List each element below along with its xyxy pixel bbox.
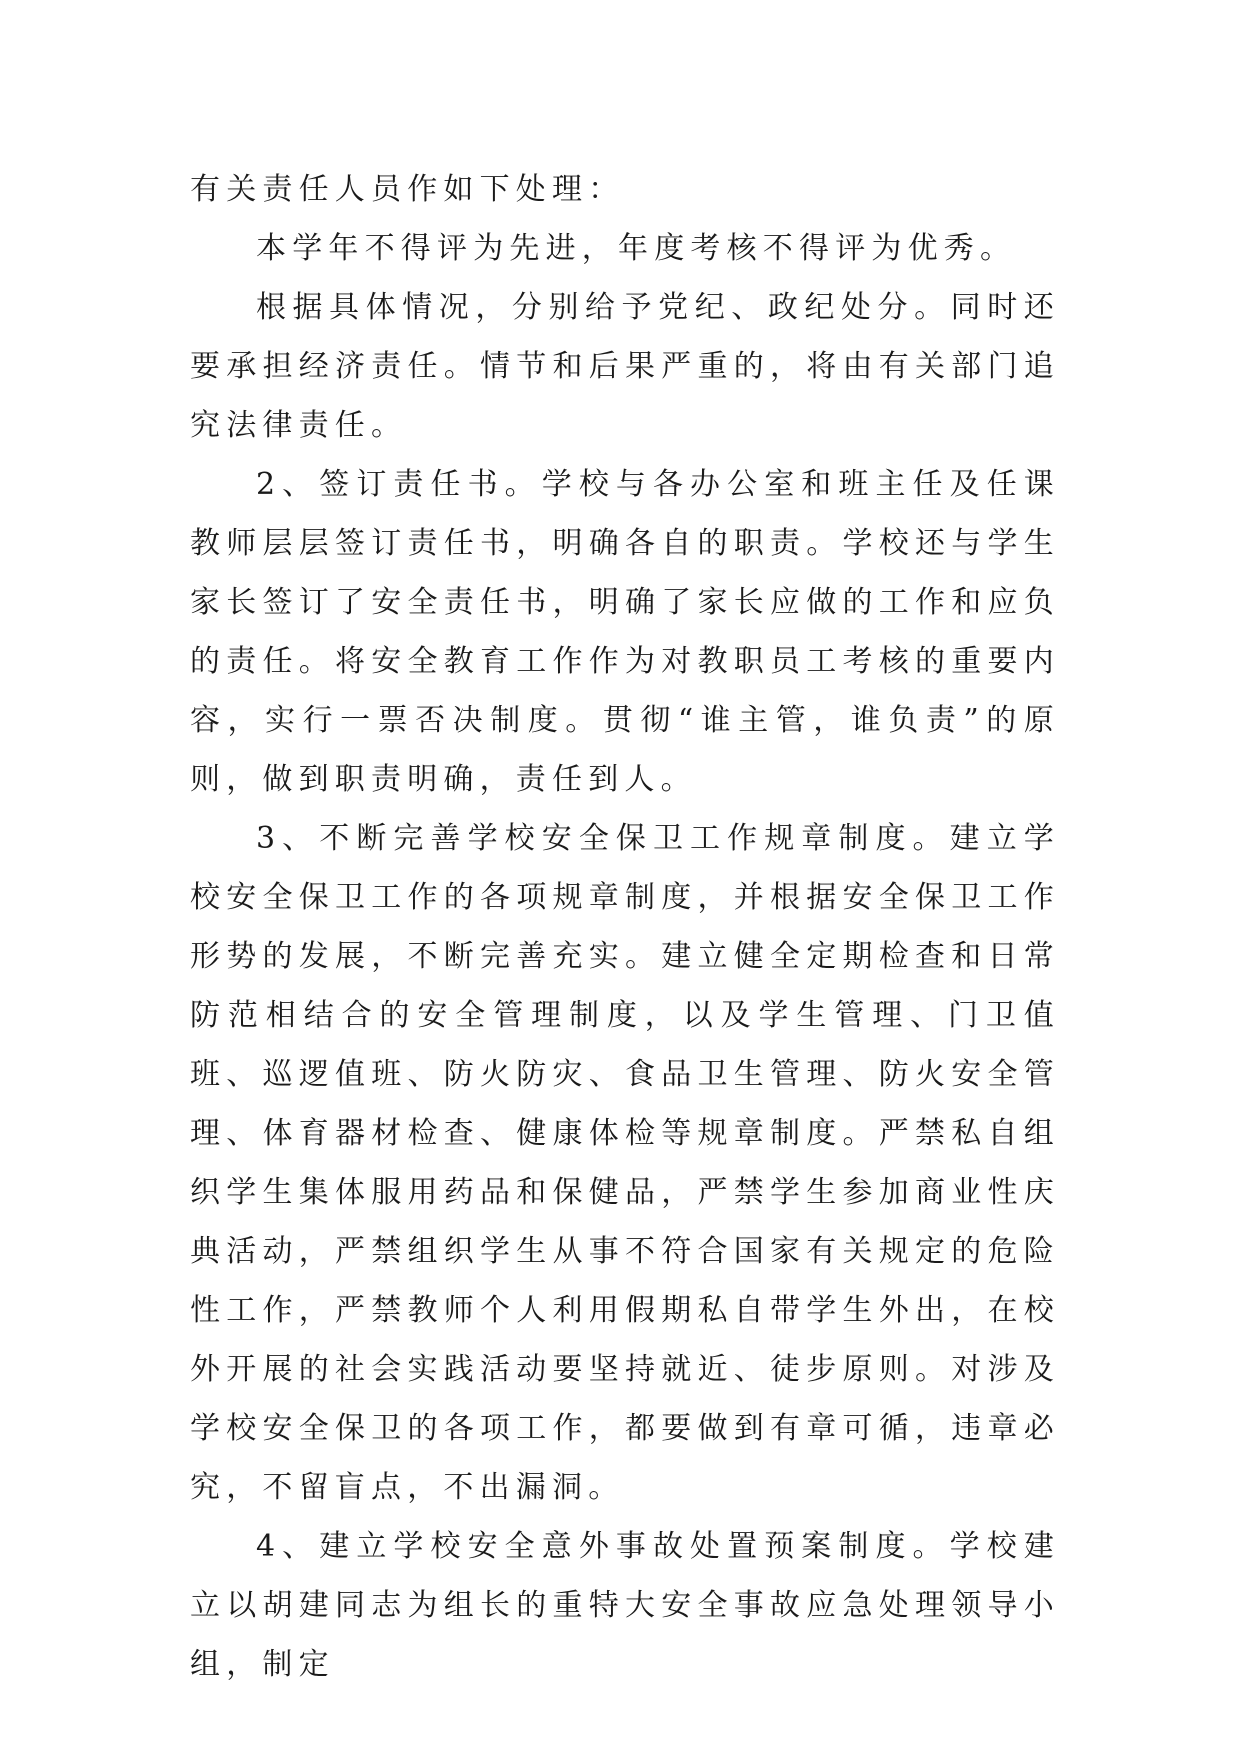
document-body [190,160,1060,1694]
paragraph-4: 2、签订责任书。学校与各办公室和班主任及任课教师层层签订责任书，明确各自的职责。学校还与学生家长签订了安全责任书，明确了家长应做的工作和应负的责任。将安全教育工作作为对教职员工考核的重要内容，实行一票否决制度。贯彻“谁主管，谁负责”的原则，做到职责明确，责任到人。 [190,467,1060,797]
paragraph-5: 3、不断完善学校安全保卫工作规章制度。建立学校安全保卫工作的各项规章制度，并根据安全保卫工作形势的发展，不断完善充实。建立健全定期检查和日常防范相结合的安全管理制度，以及学生管理、门卫值班、巡逻值班、防火防灾、食品卫生管理、防火安全管理、体育器材检查、健康体检等规章制度。严禁私自组织学生集体服用药品和保健品，严禁学生参加商业性庆典活动，严禁组织学生从事不符合国家有关规定的危险性工作，严禁教师个人利用假期私自带学生外出，在校外开展的社会实践活动要坚持就近、徒步原则。对涉及学校安全保卫的各项工作，都要做到有章可循，违章必究，不留盲点，不出漏洞。 [190,821,1060,1505]
paragraph-3: 根据具体情况，分别给予党纪、政纪处分。同时还要承担经济责任。情节和后果严重的，将由有关部门追究法律责任。 [190,290,1060,443]
paragraph-1: 有关责任人员作如下处理： [190,172,625,207]
paragraph-6: 4、建立学校安全意外事故处置预案制度。学校建立以胡建同志为组长的重特大安全事故应急处理领导小组，制定 [190,1529,1060,1682]
paragraph-2: 本学年不得评为先进，年度考核不得评为优秀。 [256,231,1017,266]
